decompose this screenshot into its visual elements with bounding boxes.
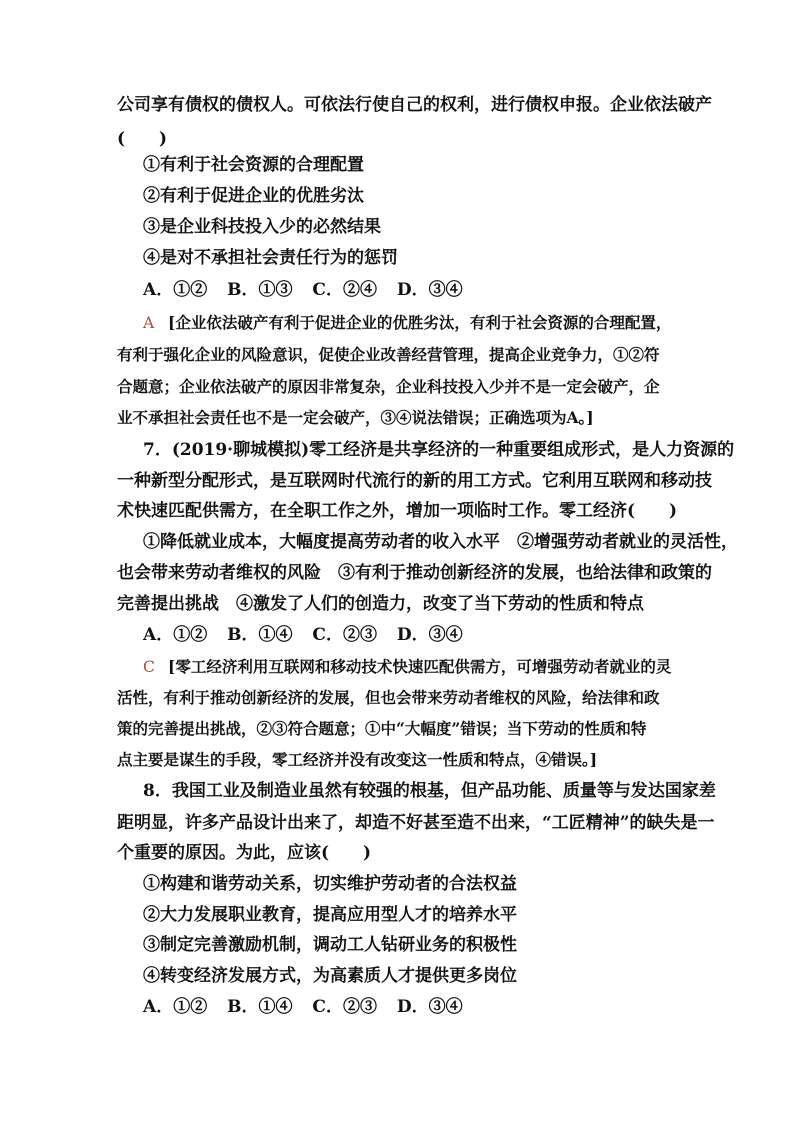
q6-item-2: ②有利于促进企业的优胜劣汰	[143, 186, 364, 206]
q8-stem-line-3: 个重要的原因。为此，应该( )	[117, 843, 372, 863]
q7-stem-line-1: 7．(2019·聊城模拟)零工经济是共享经济的一种重要组成形式，是人力资源的	[143, 440, 735, 460]
q7-explanation-line-1: C [零工经济利用互联网和移动技术快速匹配供需方，可增强劳动者就业的灵	[143, 657, 672, 676]
q6-explanation-line-1: A [企业依法破产有利于促进企业的优胜劣汰，有利于社会资源的合理配置，	[143, 313, 672, 332]
q6-choice-a: A．①②	[143, 280, 208, 300]
q6-choice-d: D．③④	[396, 280, 463, 300]
q6-answer-letter: A	[143, 314, 155, 332]
q8-choices	[143, 999, 477, 1016]
q7-explanation-line-2: 活性，有利于推动创新经济的发展，但也会带来劳动者维权的风险，给法律和政	[117, 688, 660, 707]
q8-choice-d: D．③④	[396, 997, 463, 1017]
q6-explanation-line-3: 合题意；企业依法破产的原因非常复杂，企业科技投入少并不是一定会破产，企	[117, 377, 660, 396]
q7-choice-d: D．③④	[396, 625, 463, 645]
q6-choices	[143, 282, 477, 299]
q6-choice-b: B．①③	[227, 280, 293, 300]
q7-stem-line-2: 一种新型分配形式，是互联网时代流行的新的用工方式。它利用互联网和移动技	[117, 471, 712, 491]
q6-answer-blank: ( )	[117, 129, 168, 149]
q8-stem-line-1: 8．我国工业及制造业虽然有较强的根基，但产品功能、质量等与发达国家差	[143, 781, 716, 801]
q6-item-1: ①有利于社会资源的合理配置	[143, 155, 364, 175]
q8-stem-line-2: 距明显，许多产品设计出来了，却造不好甚至造不出来，“工匠精神”的缺失是一	[117, 813, 715, 833]
q6-explanation-line-2: 有利于强化企业的风险意识，促使企业改善经营管理，提高企业竞争力，①②符	[117, 345, 660, 364]
q6-item-4: ④是对不承担社会责任行为的惩罚	[143, 248, 398, 268]
q7-choice-a: A．①②	[143, 625, 208, 645]
q8-choice-a: A．①②	[143, 997, 208, 1017]
q8-choice-c: C．②③	[312, 997, 377, 1017]
q8-item-3: ③制定完善激励机制，调动工人钻研业务的积极性	[143, 935, 517, 955]
q8-item-4: ④转变经济发展方式，为高素质人才提供更多岗位	[143, 966, 517, 986]
q6-choice-c: C．②④	[312, 280, 377, 300]
q7-choice-c: C．②③	[312, 625, 377, 645]
q8-choice-b: B．①④	[227, 997, 293, 1017]
q8-item-2: ②大力发展职业教育，提高应用型人才的培养水平	[143, 905, 517, 925]
q7-stem-line-3: 术快速匹配供需方，在全职工作之外，增加一项临时工作。零工经济( )	[117, 501, 678, 521]
q6-item-3: ③是企业科技投入少的必然结果	[143, 217, 381, 237]
q7-items-line-3: 完善提出挑战 ④激发了人们的创造力，改变了当下劳动的性质和特点	[117, 594, 644, 614]
q7-items-line-1: ①降低就业成本，大幅度提高劳动者的收入水平 ②增强劳动者就业的灵活性，	[143, 532, 738, 552]
q7-choices	[143, 627, 477, 644]
q6-explanation-line-4: 业不承担社会责任也不是一定会破产，③④说法错误；正确选项为A。]	[117, 408, 594, 427]
q7-items-line-2: 也会带来劳动者维权的风险 ③有利于推动创新经济的发展，也给法律和政策的	[117, 563, 712, 583]
q7-explanation-line-4: 点主要是谋生的手段，零工经济并没有改变这一性质和特点，④错误。]	[117, 750, 598, 769]
q8-item-1: ①构建和谐劳动关系，切实维护劳动者的合法权益	[143, 874, 517, 894]
q7-explanation-line-3: 策的完善提出挑战，②③符合题意；①中“大幅度”错误；当下劳动的性质和特	[117, 719, 647, 738]
q6-stem-line-1: 公司享有债权的债权人。可依法行使自己的权利，进行债权申报。企业依法破产	[117, 95, 712, 115]
q7-choice-b: B．①④	[227, 625, 293, 645]
q7-answer-letter: C	[143, 658, 155, 676]
